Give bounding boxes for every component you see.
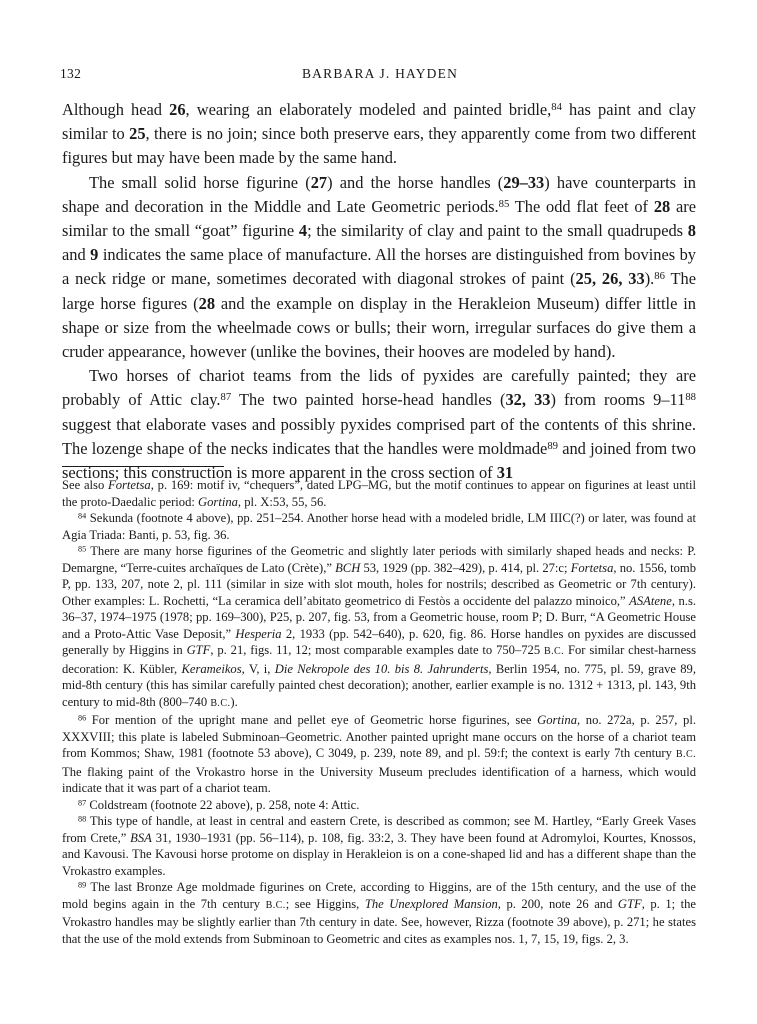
catalog-ref: 27 — [310, 172, 328, 192]
page-number: 132 — [60, 66, 82, 81]
footnote-86: $^{86}$ For mention of the upright mane and pellet eye of Geometric horse figurines, see Gortina, no. 272a, p. 257, pl. XXXVIII; this plate is labeled Subminoan–Geometric. Another painted upright mane occurs on the horse of a chariot team from Kommos; Shaw, 1981 (footnote 53 above), C 3049, p. 239, note 89, and pl. 59:f; the context is early 7th century B.C. The flaking paint of the Vrokastro horse in the University Museum precludes identification of a harness, which would indicate that it was part of a chariot team. — [62, 713, 696, 795]
footnote-84: $^{84}$ Sekunda (footnote 4 above), pp. 251–254. Another horse head with a modeled bridle, LM IIIC(?) or later, was found at Agia Triada: Banti, p. 53, fig. 36. — [62, 511, 696, 542]
catalog-ref: 9 — [90, 245, 99, 265]
footnote-ref: 84 — [551, 102, 562, 114]
footnote-ref: 86 — [654, 271, 665, 283]
catalog-ref: 32, 33 — [505, 390, 551, 410]
running-head: BARBARA J. HAYDEN — [301, 66, 459, 81]
footnote-number: 89 — [78, 880, 87, 890]
catalog-ref: 28 — [198, 293, 216, 313]
footnote-rule — [62, 466, 224, 467]
footnotes — [62, 477, 696, 947]
catalog-ref: 4 — [298, 221, 308, 241]
footnote-ref: 89 — [547, 441, 558, 453]
footnote-ref: 88 — [685, 392, 696, 404]
catalog-ref: 29–33 — [503, 172, 545, 192]
page-header — [60, 66, 700, 86]
catalog-ref: 25 — [129, 124, 146, 144]
catalog-ref: 28 — [653, 196, 671, 216]
footnote-number: 88 — [78, 814, 87, 824]
catalog-ref: 26 — [169, 100, 186, 119]
catalog-ref: 8 — [687, 221, 696, 241]
footnote-ref: 87 — [220, 392, 232, 404]
footnote-87: $^{87}$ Coldstream (footnote 22 above), p. 258, note 4: Attic. — [78, 797, 360, 812]
paragraph-1: Although head 26, wearing an elaborately modeled and painted bridle,$^{84}$ has paint and clay similar to 25, there is no join; since both preserve ears, they apparently come from two different figures but may have been made by the same hand. — [62, 100, 697, 168]
footnote-ref: 85 — [498, 199, 510, 211]
footnote-number: 86 — [78, 713, 87, 723]
footnote-number: 84 — [78, 511, 87, 521]
footnote-continuation: See also Fortetsa, p. 169: motif iv, “chequers”, dated LPG–MG, but the motif continues to appear on figurines at least until the proto-Daedalic period: Gortina, pl. X:53, 55, 56. — [62, 478, 696, 509]
footnote-number: 85 — [78, 544, 87, 554]
body-text — [62, 98, 696, 485]
paragraph-3: Two horses of chariot teams from the lids of pyxides are carefully painted; they are probably of Attic clay.$^{87}$ The two painted horse-head handles (32, 33) from rooms $9-11^{88}$ suggest that elaborate vases and possibly pyxides comprised part of the contents of this shrine. The lozenge shape of the necks indicates that the handles were moldmade$^{89}$ and joined from two sections; this construction is more apparent in the cross section of 31 — [62, 366, 696, 483]
footnote-85: $^{85}$ There are many horse figurines of the Geometric and slightly later periods with similarly shaped heads and necks: P. Demargne, “Terre-cuites archaïques de Lato (Crète),” BCH 53, 1929 (pp. 382–429), p. 414, pl. 27:c; Fortetsa, no. 1556, tomb P, pp. 133, 207, note 2, pl. 111 (similar in size with slot mouth, holes for nostrils; described as Geometric or 7th century). Other examples: L. Rochetti, “La ceramica dell’abitato geometrico di Festòs a occidente del palazzo minoico,” ASAtene, n.s. 36–37, 1974–1975 (1978; pp. 169–300), P25, p. 207, fig. 53, from a Geometric house, room P; D. Burr, “A Geometric House and a Proto-Attic Vase Deposit,” Hesperia 2, 1933 (pp. 542–640), p. 620, fig. 86. Horse handles on pyxides are discussed generally by Higgins in GTF, p. 21, figs. 11, 12; most comparable examples date to 750–725 B.C. For similar chest-harness decoration: K. Kübler, Kerameikos, V, i, Die Nekropole des 10. bis 8. Jahrunderts, Berlin 1954, no. 775, pl. 59, grave 89, mid-8th century (this has similar carefully painted chest decoration); another, earlier example is no. 1312 + 1313, pl. 143, 9th century to mid-8th (800–740 B.C.). — [62, 544, 697, 709]
paragraph-2: The small solid horse figurine (27) and the horse handles (29–33) have counterparts in shape and decoration in the Middle and Late Geometric periods.$^{85}$ The odd flat feet of 28 are similar to the small “goat” figurine 4; the similarity of clay and paint to the small quadrupeds 8 and 9 indicates the same place of manufacture. All the horses are distinguished from bovines by a neck ridge or mane, sometimes decorated with diagonal strokes of paint (25, 26, 33).$^{86}$ The large horse figures (28 and the example on display in the Herakleion Museum) differ little in shape or size from the wheelmade cows or bulls; their worn, irregular surfaces do give them a cruder appearance, however (unlike the bovines, their hooves are modeled by hand). — [62, 172, 696, 362]
catalog-ref: 25, 26, 33 — [575, 269, 645, 289]
footnote-number: 87 — [78, 797, 87, 807]
footnote-88: $^{88}$ This type of handle, at least in central and eastern Crete, is described as common; see M. Hartley, “Early Greek Vases from Crete,” BSA 31, 1930–1931 (pp. 56–114), p. 108, fig. 33:2, 3. They have been found at Adromyloi, Kourtes, Knossos, and Kavousi. The Kavousi horse protome on display in Herakleion is on a cone-shaped lid and has a different shape than the Vrokastro examples. — [62, 814, 696, 878]
footnote-89: $^{89}$ The last Bronze Age moldmade figurines on Crete, according to Higgins, are of the 15th century, and the use of the mold begins again in the 7th century B.C.; see Higgins, The Unexplored Mansion, p. 200, note 26 and GTF, p. 1; the Vrokastro handles may be slightly earlier than 7th century in date. See, however, Rizza (footnote 39 above), p. 271; he states that the use of the mold extends from Subminoan to Geometric and cites as examples nos. 1, 7, 15, 19, figs. 2, 3. — [62, 880, 697, 946]
catalog-ref: 31 — [496, 463, 514, 483]
